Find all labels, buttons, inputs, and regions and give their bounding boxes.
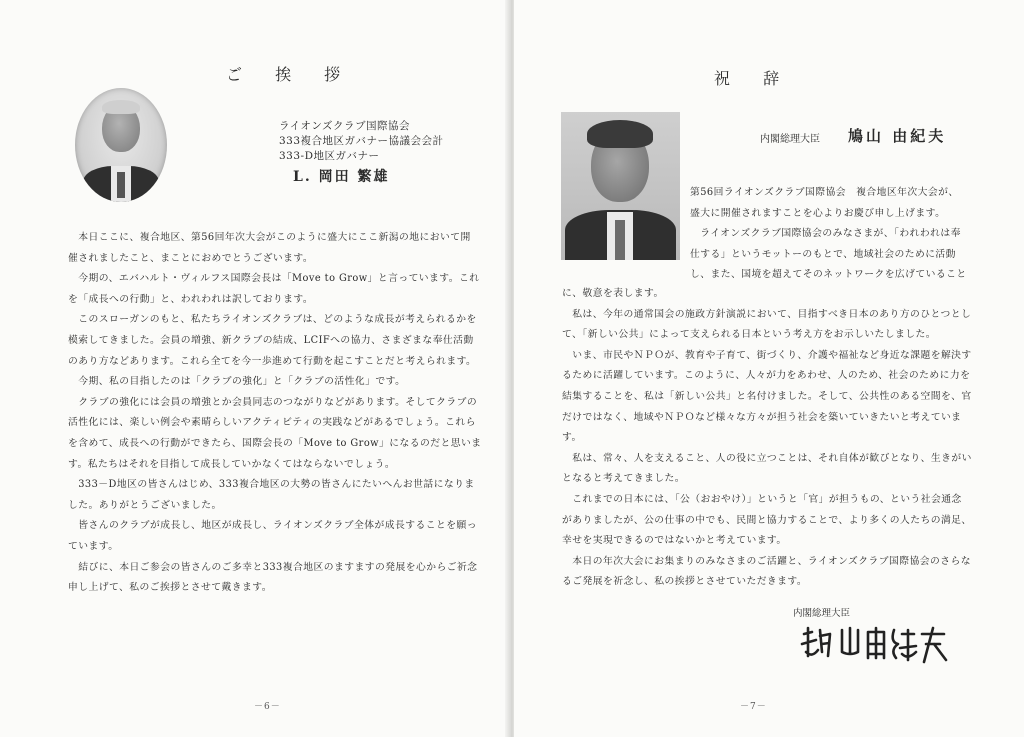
portrait-photo-okada: [75, 88, 167, 202]
text-line: このスローガンのもと、私たちライオンズクラブは、どのような成長が考えられるかを: [68, 314, 477, 326]
text-line: 結びに、本日ご参会の皆さんのご多幸と333複合地区のますますの発展を心からご祈念: [68, 561, 478, 573]
text-line: のあり方などあります。これら全てを今一歩進めて行動を起こすことだと考えられます。: [68, 355, 477, 367]
text-line: 盛大に開催されますことを心よりお慶び申し上げます。: [690, 207, 946, 219]
portrait-photo-hatoyama: [561, 112, 680, 260]
text-line: に、敬意を表します。: [562, 288, 664, 299]
text-line: し、また、国境を超えてそのネットワークを広げていること: [690, 269, 967, 281]
greeting-body: [68, 228, 481, 599]
text-line: ライオンズクラブ国際協会のみなさまが、「われわれは奉: [690, 228, 961, 240]
text-line: 333－D地区の皆さんはじめ、333複合地区の大勢の皆さんにたいへんお世話になりま: [68, 479, 475, 491]
affiliation-line-2: 333複合地区ガバナー協議会会計: [279, 135, 444, 147]
page-number: －6－: [254, 702, 281, 712]
page-title-congratulations: 祝 辞: [714, 69, 794, 88]
affiliation-line-3: 333-D地区ガバナー: [279, 150, 380, 162]
text-line: 第56回ライオンズクラブ国際協会 複合地区年次大会が、: [690, 187, 959, 198]
text-line: クラブの強化には会員の増強とか会員同志のつながりなどがあります。そしてクラブの: [68, 396, 478, 408]
affiliation-line-1: ライオンズクラブ国際協会: [279, 120, 411, 132]
text-line: を「成長への行動」と、われわれは訳しております。: [68, 293, 314, 305]
text-line: 仕する」というモットーのもとで、地域社会のために活動: [690, 248, 956, 260]
page-title-greeting: ご 挨 拶: [226, 65, 355, 84]
text-line: 今期、私の目指したのは「クラブの強化」と「クラブの活性化」です。: [68, 376, 406, 388]
text-line: 私は、今年の通常国会の施政方針演説において、目指すべき日本のあり方のひとつとし: [562, 308, 972, 320]
text-line: いま、市民やＮＰＯが、教育や子育て、街づくり、介護や福祉など身近な課題を解決す: [562, 349, 972, 361]
text-line: す。私たちはそれを目指して成長していかなくてはならないでしょう。: [68, 458, 396, 470]
position-title: 内閣総理大臣: [760, 134, 820, 145]
text-line: 結集することを、私は「新しい公共」と名付けました。そして、公共性のある空間を、官: [562, 390, 972, 402]
text-line: 催されましたこと、まことにおめでとうございます。: [68, 252, 314, 264]
text-line: だけではなく、地域やＮＰＯなど様々な方々が担う社会を築いていきたいと考えていま: [562, 411, 962, 423]
congratulations-intro: [690, 183, 967, 286]
text-line: 今期の、エバハルト・ヴィルフス国際会長は「Move to Grow」と言っています。これ: [68, 273, 480, 285]
text-line: 申し上げて、私のご挨拶とさせて戴きます。: [68, 582, 272, 594]
text-line: るために活躍しています。このように、人々が力をあわせ、人のため、社会のために力を: [562, 370, 971, 382]
text-line: した。ありがとうございました。: [68, 499, 222, 511]
text-line: て、「新しい公共」によって支えられる日本という考え方をお示しいたしました。: [562, 329, 937, 341]
text-line: るご発展を祈念し、私の挨拶とさせていただきます。: [562, 576, 808, 588]
signer-name: L. 岡田 繁雄: [293, 169, 390, 185]
prime-minister-name: 鳩山 由紀夫: [848, 127, 947, 145]
text-line: がありましたが、公の仕事の中でも、民間と協力することで、より多くの人たちの満足、: [562, 514, 972, 526]
left-page: [0, 0, 510, 737]
congratulations-body: [562, 284, 972, 593]
page-number: －7－: [740, 702, 767, 712]
handwritten-signature: [798, 622, 948, 666]
text-line: 活性化には、楽しい例会や素晴らしいアクティビティの実践などがあるでしょう。これら: [68, 417, 476, 429]
text-line: を含めて、成長への行動ができたら、国際会長の「Move to Grow」になるのだと思いま: [68, 437, 482, 449]
affiliation-block: [279, 119, 444, 185]
text-line: 私は、常々、人を支えること、人の役に立つことは、それ自体が歓びとなり、生きがい: [562, 452, 972, 464]
text-line: となると考えてきました。: [562, 473, 685, 485]
signature-title: 内閣総理大臣: [793, 608, 851, 619]
text-line: これまでの日本には、「公（おおやけ）」というと「官」が担うもの、という社会通念: [562, 493, 962, 505]
text-line: 模索してきました。会員の増強、新クラブの結成、LCIFへの協力、さまざまな奉仕活動: [68, 334, 474, 346]
text-line: 幸せを実現できるのではないかと考えています。: [562, 535, 787, 547]
text-line: ています。: [68, 540, 119, 552]
text-line: す。: [562, 432, 582, 444]
text-line: 皆さんのクラブが成長し、地区が成長し、ライオンズクラブ全体が成長することを願っ: [68, 520, 477, 532]
text-line: 本日の年次大会にお集まりのみなさまのご活躍と、ライオンズクラブ国際協会のさらな: [562, 555, 971, 567]
text-line: 本日ここに、複合地区、第56回年次大会がこのように盛大にここ新潟の地において開: [68, 232, 471, 243]
